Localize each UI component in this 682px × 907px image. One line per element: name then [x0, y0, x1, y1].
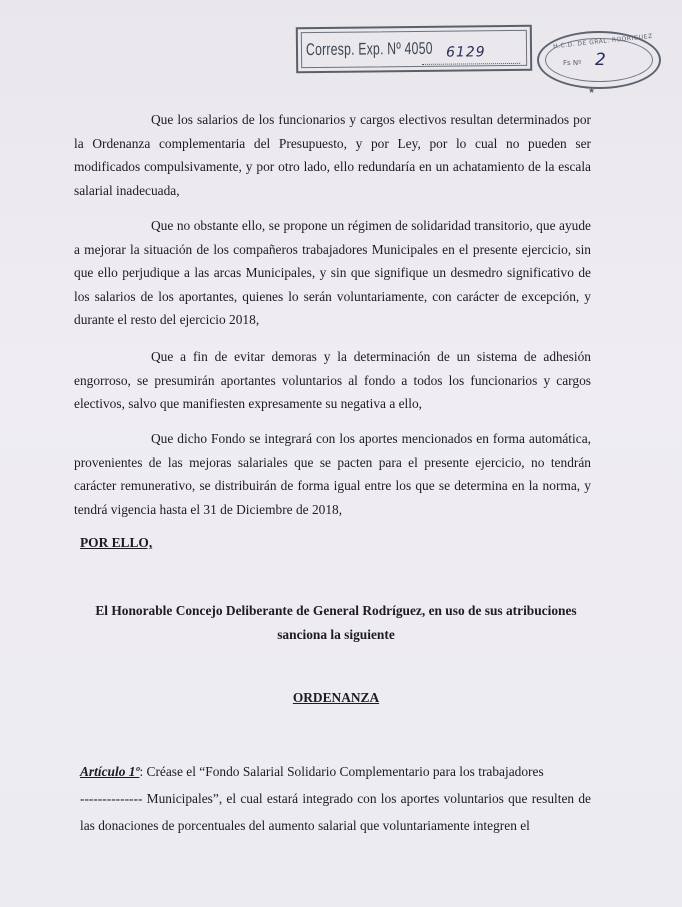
article-1-body: -------------- Municipales”, el cual estará integrado con los aportes voluntarios que resulten de las donaciones de porcentuales del aumento salarial que voluntariamente integren el: [80, 791, 591, 833]
seal-folio-number: 2: [595, 50, 606, 70]
sanction-line-2: sanciona la siguiente: [277, 626, 395, 642]
por-ello-heading: POR ELLO,: [80, 535, 153, 550]
article-1-line-1: : Créase el “Fondo Salarial Solidario Complementario para los trabajadores: [139, 764, 544, 779]
seal-arc-text: H.C.D. DE GRAL. RODRIGUEZ: [552, 32, 653, 51]
sanction-statement: [80, 599, 592, 646]
seal-star-icon: ★: [588, 86, 596, 95]
sanction-line-1: El Honorable Concejo Deliberante de General Rodríguez, en uso de sus atribuciones: [95, 603, 577, 618]
seal-folio-label: Fs Nº: [563, 59, 582, 67]
stamp-handwritten-number: 6129: [445, 44, 486, 61]
paragraph-solidarity-regime: Que no obstante ello, se propone un régimen de solidaridad transitorio, que ayude a mejorar la situación de los compañeros trabajadores Municipales en el presente ejercicio, sin que ello perjudique a las arcas Municipales, y sin que signifique un desmedro significativo de los salarios de los aportantes, quienes lo serán voluntariamente, con carácter de excepción, y durante el resto del ejercicio 2018,: [74, 218, 591, 328]
council-seal: [537, 31, 661, 89]
stamp-printed-text: Corresp. Exp. Nº 4050: [305, 38, 433, 60]
paragraph-salaries: Que los salarios de los funcionarios y cargos electivos resultan determinados por la Ordenanza complementaria del Presupuesto, y por Ley, por lo cual no pueden ser modificados compulsivamente, y por otro lado, ello redundaría en un achatamiento de la escala salarial inadecuada,: [74, 112, 591, 198]
article-1-heading: Artículo 1º: [80, 764, 140, 779]
ordenanza-title: ORDENANZA: [292, 690, 380, 705]
article-1: [80, 758, 591, 839]
paragraph-fund-integration: Que dicho Fondo se integrará con los aportes mencionados en forma automática, provenientes de las mejoras salariales que se pacten para el presente ejercicio, no tendrán carácter remunerativo, se distribuirán de forma igual entre los que se determina en la norma, y tendrá vigencia hasta el 31 de Diciembre de 2018,: [74, 431, 591, 517]
correspondence-stamp: [296, 25, 532, 73]
paragraph-voluntary-contributors: Que a fin de evitar demoras y la determinación de un sistema de adhesión engorroso, se presumirán aportantes voluntarios al fondo a todos los funcionarios y cargos electivos, salvo que manifiesten expresamente su negativa a ello,: [74, 349, 591, 412]
